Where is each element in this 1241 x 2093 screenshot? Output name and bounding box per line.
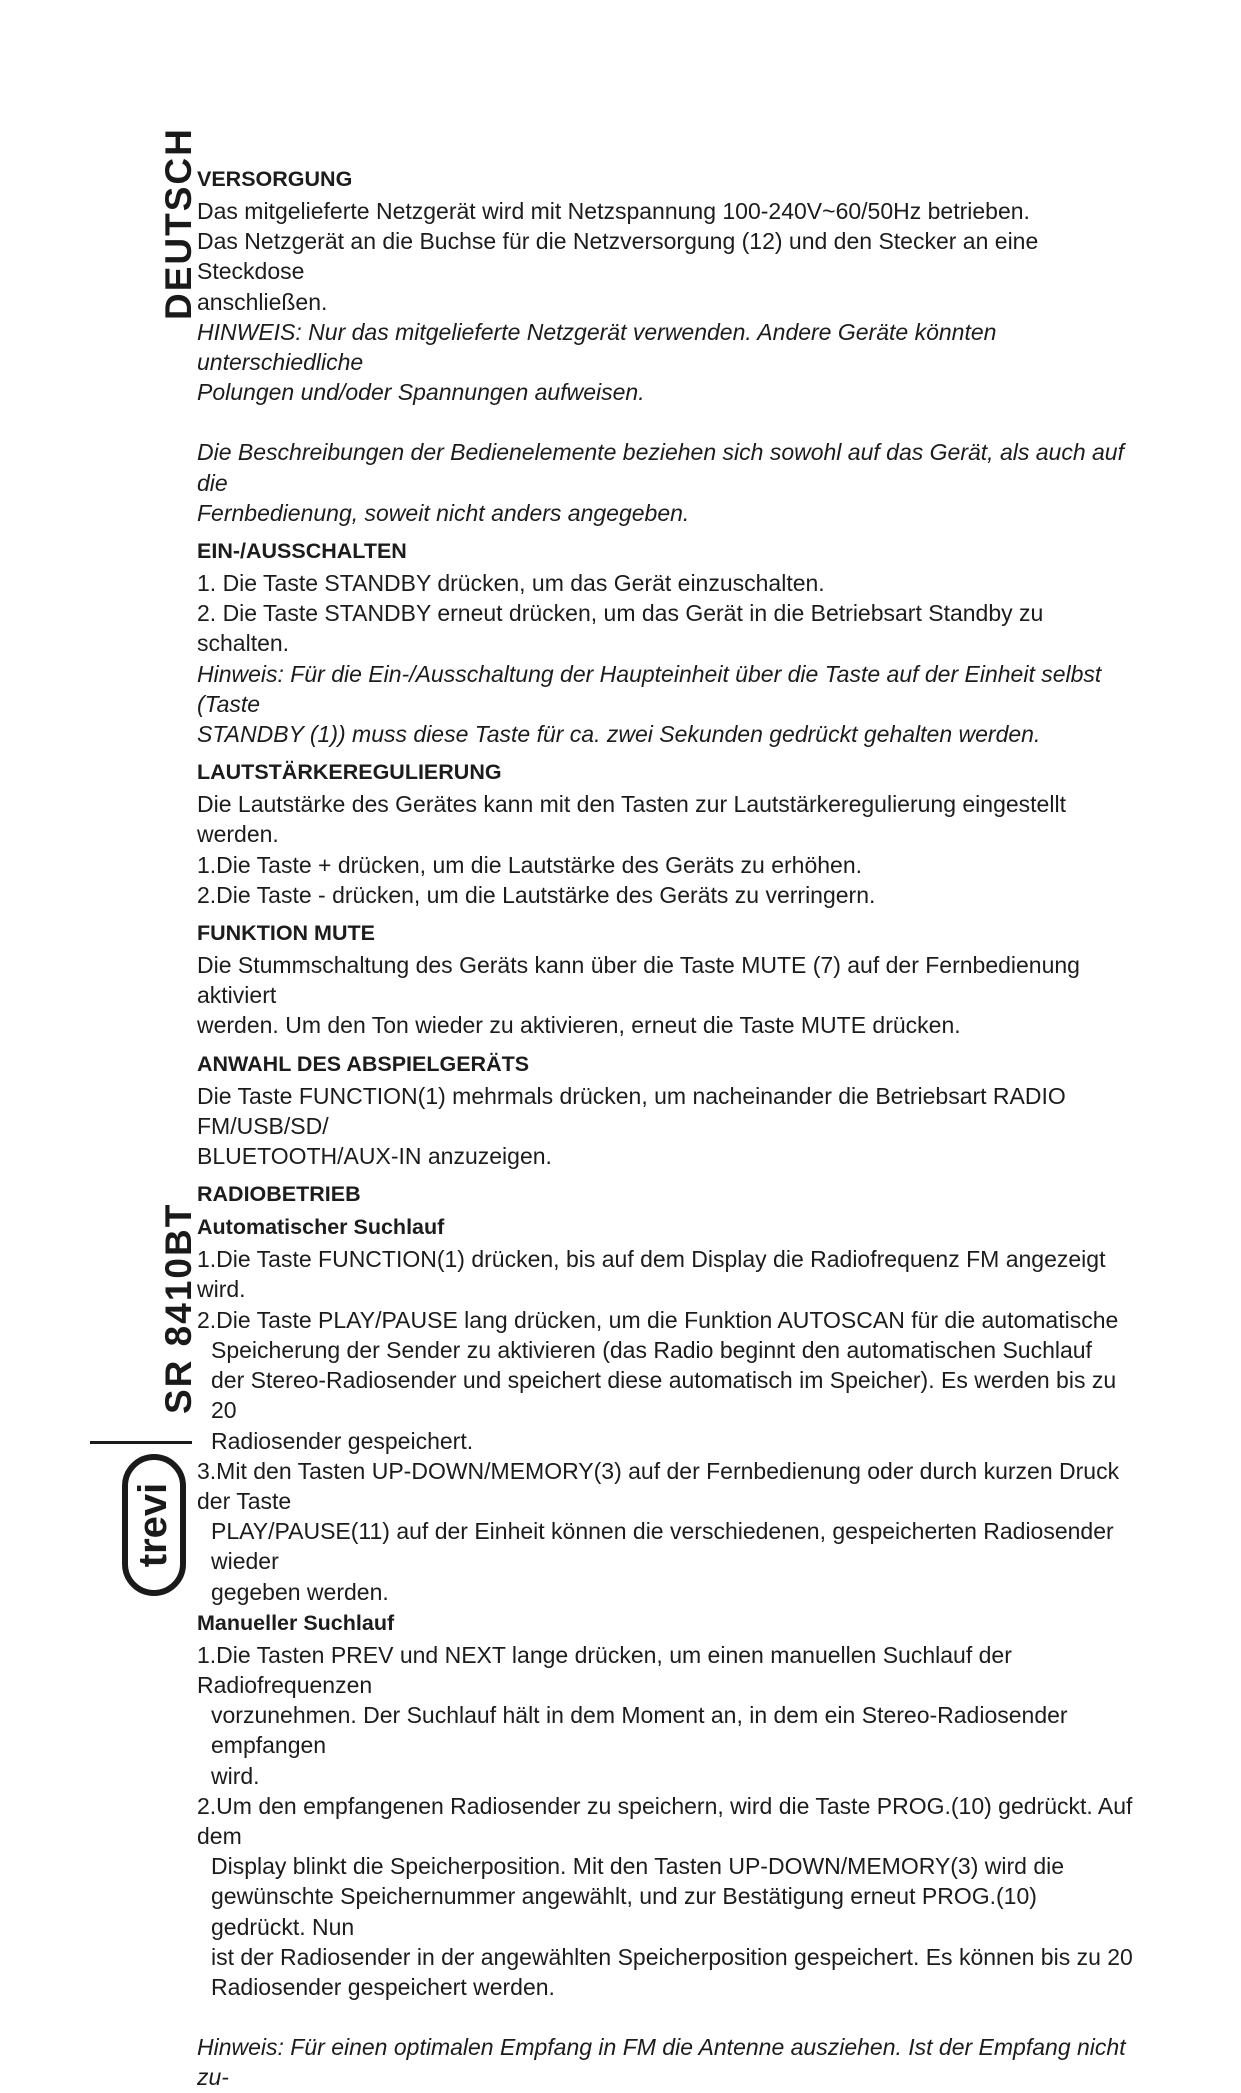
paragraph: anschließen. <box>197 288 328 315</box>
paragraph: Die Taste FUNCTION(1) mehrmals drücken, um nacheinander die Betriebsart RADIO FM/USB/SD/ <box>197 1082 1066 1139</box>
list-item-cont: Speicherung der Sender zu aktivieren (das Radio beginnt den automatischen Suchlauf <box>211 1336 1092 1363</box>
note: HINWEIS: Nur das mitgelieferte Netzgerät verwenden. Andere Geräte könnten unterschiedliche <box>197 318 997 376</box>
list-item: 1.Die Tasten PREV und NEXT lange drücken, um einen manuellen Suchlauf der Radiofrequenzen <box>197 1641 1012 1698</box>
paragraph: Die Stummschaltung des Geräts kann über die Taste MUTE (7) auf der Fernbedienung aktiviert <box>197 952 1080 1009</box>
list-item-cont: gegeben werden. <box>211 1578 389 1605</box>
list-item: 3.Mit den Tasten UP-DOWN/MEMORY(3) auf der Fernbedienung oder durch kurzen Druck der Taste <box>197 1457 1120 1514</box>
list-item-cont: wird. <box>211 1762 260 1789</box>
document-body <box>197 156 1137 2093</box>
paragraph: werden. Um den Ton wieder zu aktivieren, erneut die Taste MUTE drücken. <box>197 1012 961 1039</box>
model-label: SR 8410BT <box>158 1202 199 1414</box>
trevi-logo <box>122 1454 186 1596</box>
list-item: 2.Die Taste PLAY/PAUSE lang drücken, um die Funktion AUTOSCAN für die automatische <box>197 1306 1119 1333</box>
list-item-cont: PLAY/PAUSE(11) auf der Einheit können die verschiedenen, gespeicherten Radiosender wieder <box>211 1518 1114 1575</box>
language-label: DEUTSCH <box>158 127 199 320</box>
intro-note: Fernbedienung, soweit nicht anders angegeben. <box>197 499 690 526</box>
final-note: Hinweis: Für einen optimalen Empfang in FM die Antenne ausziehen. Ist der Empfang nicht zu- <box>197 2034 1126 2091</box>
list-item: 2.Die Taste - drücken, um die Lautstärke des Geräts zu verringern. <box>197 881 876 908</box>
list-item: 2. Die Taste STANDBY erneut drücken, um das Gerät in die Betriebsart Standby zu schalten. <box>197 600 1044 657</box>
list-item-cont: gewünschte Speichernummer angewählt, und zur Bestätigung erneut PROG.(10) gedrückt. Nun <box>211 1883 1037 1940</box>
subheading-manual: Manueller Suchlauf <box>197 1610 395 1635</box>
svg-text:trevi: trevi <box>131 1482 175 1568</box>
list-item-cont: der Stereo-Radiosender und speichert diese automatisch im Speicher). Es werden bis zu 20 <box>211 1367 1117 1424</box>
list-item-cont: Display blinkt die Speicherposition. Mit den Tasten UP-DOWN/MEMORY(3) wird die <box>211 1853 1065 1880</box>
heading-ein-aus: EIN-/AUSSCHALTEN <box>197 539 407 564</box>
paragraph: Das mitgelieferte Netzgerät wird mit Netzspannung 100-240V~60/50Hz betrieben. <box>197 198 1030 224</box>
list-item: 1. Die Taste STANDBY drücken, um das Gerät einzuschalten. <box>197 570 825 597</box>
paragraph: BLUETOOTH/AUX-IN anzuzeigen. <box>197 1143 552 1170</box>
heading-mute: FUNKTION MUTE <box>197 921 375 946</box>
list-item-cont: vorzunehmen. Der Suchlauf hält in dem Moment an, in dem ein Stereo-Radiosender empfangen <box>211 1702 1068 1759</box>
side-divider <box>90 1441 192 1444</box>
subheading-auto: Automatischer Suchlauf <box>197 1215 445 1240</box>
list-item-cont: Radiosender gespeichert. <box>211 1427 474 1454</box>
list-item: 1.Die Taste FUNCTION(1) drücken, bis auf dem Display die Radiofrequenz FM angezeigt wird. <box>197 1246 1106 1303</box>
paragraph: Die Lautstärke des Gerätes kann mit den Tasten zur Lautstärkeregulierung eingestellt werden. <box>197 791 1066 848</box>
heading-anwahl: ANWAHL DES ABSPIELGERÄTS <box>197 1051 530 1076</box>
note: Hinweis: Für die Ein-/Ausschaltung der Haupteinheit über die Taste auf der Einheit selbst (Taste <box>197 660 1102 717</box>
paragraph: Das Netzgerät an die Buchse für die Netzversorgung (12) und den Stecker an eine Steckdose <box>197 228 1039 285</box>
list-item: 1.Die Taste + drücken, um die Lautstärke des Geräts zu erhöhen. <box>197 851 863 878</box>
list-item-cont: Radiosender gespeichert werden. <box>211 1973 555 2000</box>
note: Polungen und/oder Spannungen aufweisen. <box>197 379 645 406</box>
intro-note: Die Beschreibungen der Bedienelemente beziehen sich sowohl auf das Gerät, als auch auf die <box>197 439 1124 496</box>
heading-radio: RADIOBETRIEB <box>197 1182 361 1207</box>
heading-versorgung: VERSORGUNG <box>197 167 353 191</box>
list-item-cont: ist der Radiosender in der angewählten Speicherposition gespeichert. Es können bis zu 20 <box>211 1943 1133 1970</box>
note: STANDBY (1)) muss diese Taste für ca. zwei Sekunden gedrückt gehalten werden. <box>197 721 1041 748</box>
list-item: 2.Um den empfangenen Radiosender zu speichern, wird die Taste PROG.(10) gedrückt. Auf dem <box>197 1792 1133 1849</box>
heading-lautstaerke: LAUTSTÄRKEREGULIERUNG <box>197 760 502 785</box>
